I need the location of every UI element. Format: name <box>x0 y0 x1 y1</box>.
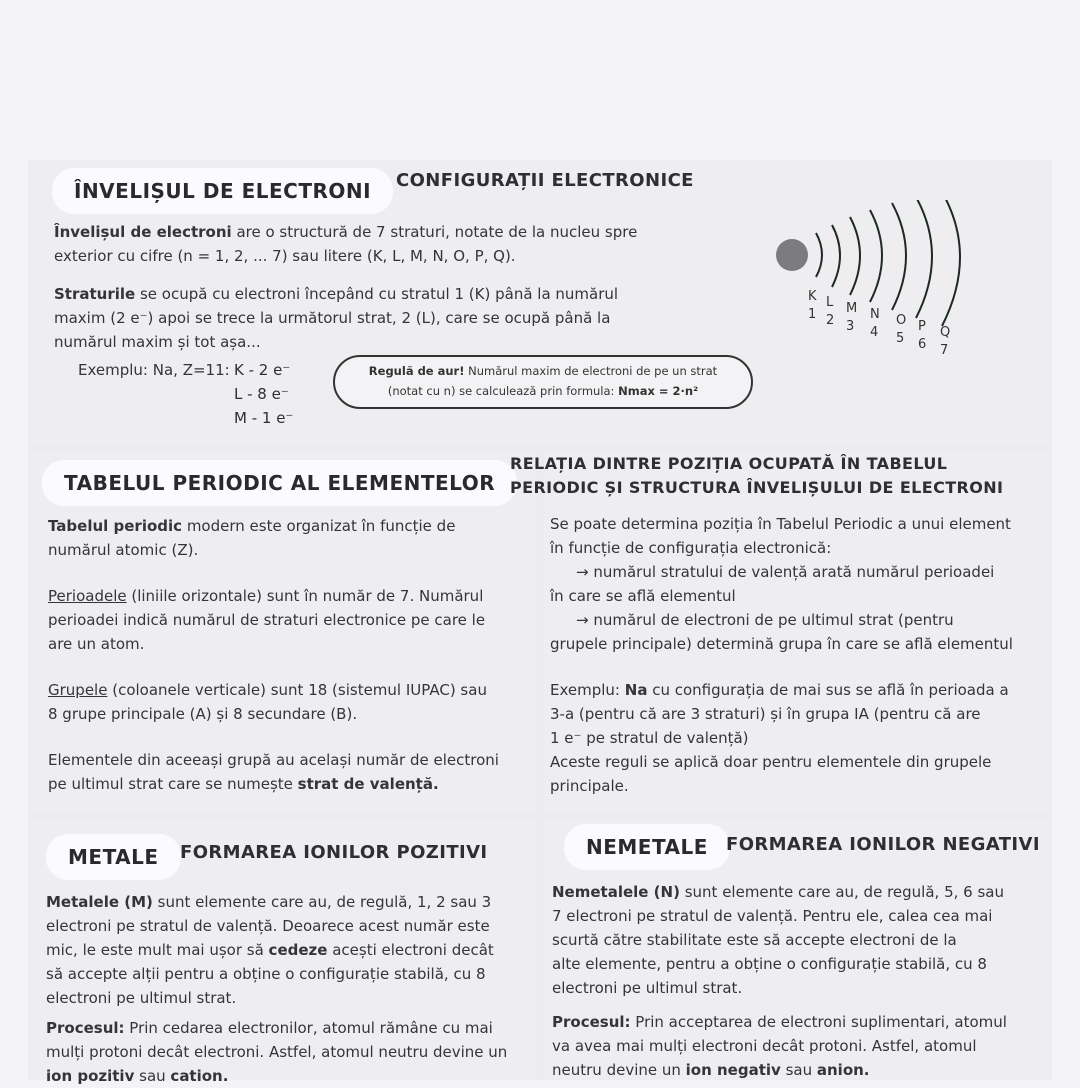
shell-letter: K <box>808 289 817 304</box>
example-line: K - 2 e⁻ <box>234 361 291 379</box>
example-line: M - 1 e⁻ <box>234 409 294 427</box>
metals-process: Procesul: Prin cedarea electronilor, atomul rămâne cu mai mulți protoni decât electroni. Astfel, atomul neutru devine un ion pozitiv sau cation. <box>46 1019 508 1085</box>
shell-letter: L <box>826 295 834 310</box>
section-title-metals: METALE <box>46 834 181 880</box>
relation-panel <box>510 452 1052 812</box>
section-subtitle-positive-ions: FORMAREA IONILOR POZITIVI <box>180 842 488 863</box>
periodic-paragraph-1: Tabelul periodic modern este organizat în funcție de numărul atomic (Z). <box>48 517 456 559</box>
metals-description: Metalele (M) sunt elemente care au, de regulă, 1, 2 sau 3 electroni pe stratul de valență. Deoarece acest număr este mic, le este mult mai ușor să cedeze acești electroni decât să accepte alții pentru a obține o configurație stabilă, cu 8 electroni pe ultimul strat. <box>46 893 494 1007</box>
metals-panel <box>28 820 536 1085</box>
worksheet-page <box>28 160 1052 1085</box>
golden-rule-box: Regulă de aur! Numărul maxim de electroni de pe un strat (notat cu n) se calculează prin formula: Nmax = 2·n² <box>333 355 753 409</box>
nmax-formula: Nmax = 2·n² <box>618 384 699 398</box>
section-title-periodic-table: TABELUL PERIODIC AL ELEMENTELOR <box>42 460 517 506</box>
nonmetals-description: Nemetalele (N) sunt elemente care au, de regulă, 5, 6 sau 7 electroni pe stratul de valență. Pentru ele, calea cea mai scurtă către stabilitate este să accepte electroni de la alte elemente, pentru a obține o configurație stabilă, cu 8 electroni pe ultimul strat. <box>552 883 1004 997</box>
example-config-list <box>234 358 293 430</box>
section-subtitle-negative-ions: FORMAREA IONILOR NEGATIVI <box>726 834 1040 855</box>
term-layers: Straturile <box>54 285 136 303</box>
relation-title: RELAȚIA DINTRE POZIȚIA OCUPATĂ ÎN TABELUL PERIODIC ȘI STRUCTURA ÎNVELIȘULUI DE ELECTRONI <box>510 454 1004 497</box>
periodic-paragraph-3: Grupele (coloanele verticale) sunt 18 (sistemul IUPAC) sau 8 grupe principale (A) și 8 secundare (B). <box>48 681 487 723</box>
section-title-nonmetals: NEMETALE <box>564 824 730 870</box>
shell-number: 3 <box>846 319 855 334</box>
shell-labels <box>808 289 950 358</box>
shell-number: 6 <box>918 337 927 352</box>
relation-example: Exemplu: Na cu configurația de mai sus se află în perioada a 3-a (pentru că are 3 straturi) și în grupa IA (pentru că are 1 e⁻ pe stratul de valență) Aceste reguli se aplică doar pentru elementele din grupele principale. <box>550 681 1009 795</box>
periodic-table-panel <box>28 452 536 812</box>
shell-letter: O <box>896 313 907 328</box>
shell-arcs <box>816 200 960 326</box>
nonmetals-panel <box>544 820 1052 1080</box>
relation-rules: Se poate determina poziția în Tabelul Periodic a unui element în funcție de configurația electronică: → numărul stratului de valență arată numărul perioadei în care se află elementul → numărul de electroni de pe ultimul strat (pentru grupele principale) determină grupa în care se află elementul <box>550 515 1013 653</box>
shell-number: 1 <box>808 307 817 322</box>
shell-number: 4 <box>870 325 879 340</box>
section-title-electron-shell: ÎNVELIȘUL DE ELECTRONI <box>52 168 393 214</box>
shell-number: 2 <box>826 313 835 328</box>
periodic-paragraph-2: Perioadele (liniile orizontale) sunt în număr de 7. Numărul perioadei indică numărul de straturi electronice pe care le are un atom. <box>48 587 486 653</box>
term-electron-shell: Învelișul de electroni <box>54 223 232 241</box>
shell-number: 7 <box>940 343 949 358</box>
shell-paragraph-2: Straturile se ocupă cu electroni începând cu stratul 1 (K) până la numărul maxim (2 e⁻) apoi se trece la următorul strat, 2 (L), care se ocupă până la numărul maxim și tot așa... <box>54 285 619 351</box>
example-line: L - 8 e⁻ <box>234 385 289 403</box>
nucleus <box>776 239 808 271</box>
shell-number: 5 <box>896 331 905 346</box>
electron-shell-panel <box>28 160 1052 445</box>
shell-letter: N <box>870 307 880 322</box>
shell-letter: Q <box>940 325 951 340</box>
periodic-paragraph-4: Elementele din aceeași grupă au același număr de electroni pe ultimul strat care se numește strat de valență. <box>48 751 499 793</box>
nonmetals-process: Procesul: Prin acceptarea de electroni suplimentari, atomul va avea mai mulți electroni decât protoni. Astfel, atomul neutru devine un ion negativ sau anion. <box>552 1013 1007 1079</box>
shell-paragraph-1: Învelișul de electroni are o structură de 7 straturi, notate de la nucleu spre exterior cu cifre (n = 1, 2, ... 7) sau litere (K, L, M, N, O, P, Q). <box>54 223 638 265</box>
section-subtitle-electron-config: CONFIGURAȚII ELECTRONICE <box>396 170 694 191</box>
shell-letter: M <box>846 301 858 316</box>
shell-letter: P <box>918 319 926 334</box>
electron-shell-diagram <box>768 200 1028 380</box>
example-label: Exemplu: Na, Z=11: <box>78 361 230 379</box>
